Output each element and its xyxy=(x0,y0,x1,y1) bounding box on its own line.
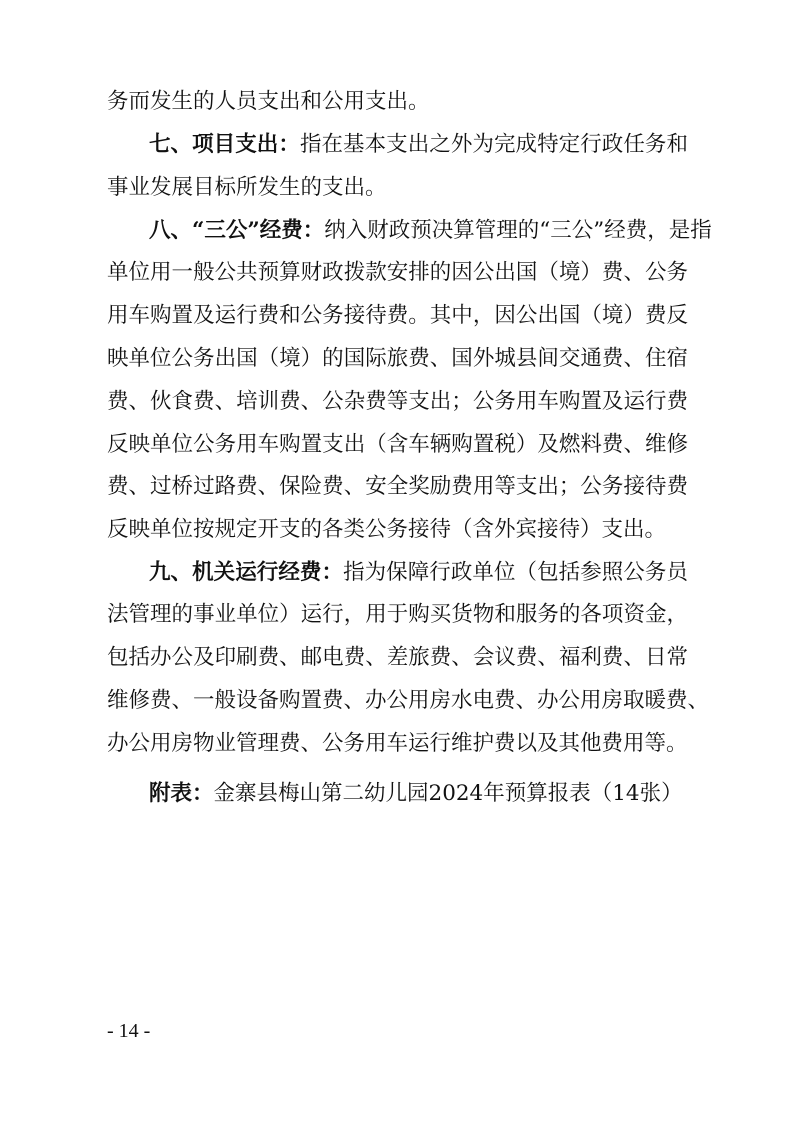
body-line-7 xyxy=(0,344,793,374)
section-8-three-public-expenses xyxy=(0,216,793,246)
line-text: 维修费、一般设备购置费、办公用房水电费、办公用房取暖费、 xyxy=(107,688,710,713)
body-line-13 xyxy=(0,600,793,630)
line-text: 指为保障行政单位（包括参照公务员 xyxy=(343,560,688,585)
section-heading: 九、机关运行经费： xyxy=(149,560,344,585)
line-text: 纳入财政预决算管理的“三公”经费，是指 xyxy=(324,218,712,243)
section-heading: 七、项目支出： xyxy=(149,132,300,157)
body-line-15 xyxy=(0,686,793,716)
section-9-agency-operating-expenses xyxy=(0,558,793,588)
body-line-3 xyxy=(0,173,793,203)
line-text: 法管理的事业单位）运行，用于购买货物和服务的各项资金， xyxy=(107,602,688,627)
line-text: 映单位公务出国（境）的国际旅费、国外城县间交通费、住宿 xyxy=(107,346,688,371)
section-heading: 八、“三公”经费： xyxy=(149,218,325,243)
attachment-label: 附表： xyxy=(149,781,214,806)
body-line-10 xyxy=(0,472,793,502)
body-line-14 xyxy=(0,643,793,673)
body-line-8 xyxy=(0,387,793,417)
attachment-note xyxy=(149,779,683,809)
line-text: 反映单位公务用车购置支出（含车辆购置税）及燃料费、维修 xyxy=(107,432,688,457)
line-text: 费、伙食费、培训费、公杂费等支出；公务用车购置及运行费 xyxy=(107,389,688,414)
body-line-6 xyxy=(0,301,793,331)
line-text: 单位用一般公共预算财政拨款安排的因公出国（境）费、公务 xyxy=(107,260,688,285)
body-line-5 xyxy=(0,258,793,288)
page-number: - 14 - xyxy=(107,1020,151,1042)
body-line-1 xyxy=(0,87,793,117)
line-text: 反映单位按规定开支的各类公务接待（含外宾接待）支出。 xyxy=(107,517,667,542)
line-text: 事业发展目标所发生的支出。 xyxy=(107,175,387,200)
line-text: 包括办公及印刷费、邮电费、差旅费、会议费、福利费、日常 xyxy=(107,645,688,670)
line-text: 指在基本支出之外为完成特定行政任务和 xyxy=(299,132,688,157)
body-line-9 xyxy=(0,430,793,460)
section-7-project-expenditure xyxy=(0,130,793,160)
line-text: 用车购置及运行费和公务接待费。其中，因公出国（境）费反 xyxy=(107,303,688,328)
line-text: 办公用房物业管理费、公务用车运行维护费以及其他费用等。 xyxy=(107,731,688,756)
body-line-11 xyxy=(0,515,793,545)
line-text: 务而发生的人员支出和公用支出。 xyxy=(107,89,430,114)
attachment-text: 金寨县梅山第二幼儿园2024年预算报表（14张） xyxy=(213,781,683,806)
line-text: 费、过桥过路费、保险费、安全奖励费用等支出；公务接待费 xyxy=(107,474,688,499)
body-line-16 xyxy=(0,729,793,759)
